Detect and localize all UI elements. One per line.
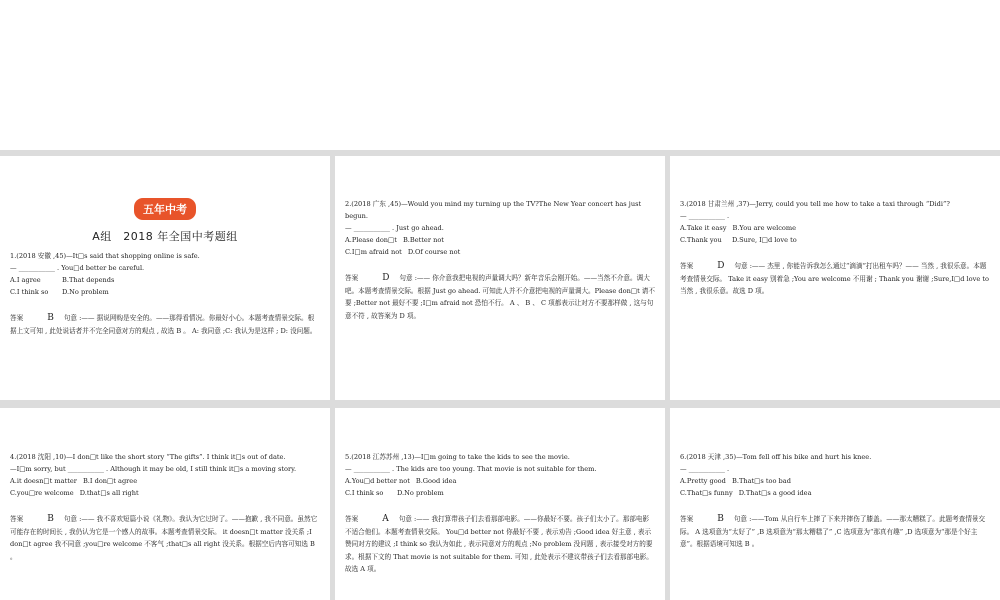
option-d: D.Sure, I□d love to bbox=[732, 236, 797, 244]
answer-letter: A bbox=[382, 514, 389, 524]
answer-label: 答案 bbox=[345, 515, 359, 523]
options-row bbox=[345, 246, 655, 258]
option-c: C.I□m afraid not bbox=[345, 248, 402, 256]
answer-label: 答案 bbox=[680, 515, 694, 523]
answer-letter: D bbox=[717, 261, 725, 271]
options-row bbox=[345, 234, 655, 246]
options-row bbox=[10, 475, 320, 487]
badge-wrap bbox=[10, 198, 320, 220]
answer-explanation: 句意 :—— 据说网购是安全的。——那得看情况。你最好小心。本题考查情景交际。根据上文可知 , 此处说话者并不完全同意对方的观点 , 故选 B 。 A: 我同意 ;C: 我认为是这样 ; D: 没问题。 bbox=[10, 314, 317, 335]
slide-panel-1[interactable] bbox=[0, 156, 330, 400]
top-blank-area bbox=[0, 0, 1000, 150]
option-a: A.Pretty good bbox=[680, 477, 726, 485]
answer-label: 答案 bbox=[345, 274, 359, 282]
section-badge: 五年中考 bbox=[134, 198, 196, 220]
options-row bbox=[10, 274, 320, 286]
answer-explanation: 句意 :—— 我打算带孩子们去看那部电影。——你最好不要。孩子们太小了。那部电影不适合他们。本题考查情景交际。 You□d better not 你最好不要 , 表示劝告 ;Good idea 好主意 , 表示赞同对方的建议 ;I think so 我认为如此 , 表示同意对方的观点 ;No problem 没问题 , 表示接受对方的要求。根据下文的 That movie is not suitable for them. 可知 , 此处表示不建议带孩子们去看那部电影。故选 A 项。 bbox=[345, 515, 653, 573]
option-d: D.that□s all right bbox=[79, 489, 139, 497]
question-blank-line: — ___________ . bbox=[680, 465, 730, 473]
answer-explanation: 句意 :—— 我不喜欢短篇小说《礼物》。我认为它过时了。——抱歉 , 我不同意。虽然它可能存在的时间长 , 我仍认为它是一个感人的故事。本题考查情景交际。 it doesn□t matter 没关系 ;I don□t agree 我不同意 ;you□re welcome 不客气 ;that□s all right 没关系。根据空后内容可知选 B 。 bbox=[10, 515, 318, 561]
option-b: B.That depends bbox=[62, 276, 115, 284]
slide-panel-3[interactable] bbox=[670, 156, 1000, 400]
question-stem: 1.(2018 安徽 ,45)—It□s said that shopping online is safe. bbox=[10, 252, 200, 260]
option-c: C.I think so bbox=[345, 489, 384, 497]
option-a: A.I agree bbox=[10, 276, 41, 284]
slide-panel-6[interactable] bbox=[670, 408, 1000, 600]
answer-letter: B bbox=[717, 514, 724, 524]
options-row bbox=[10, 286, 320, 298]
option-b: B.I don□t agree bbox=[82, 477, 138, 485]
question-stem: 3.(2018 甘肃兰州 ,37)—Jerry, could you tell me how to take a taxi through “Didi”? bbox=[680, 200, 950, 208]
answer-block bbox=[345, 513, 655, 576]
slide-panel-4[interactable] bbox=[0, 408, 330, 600]
option-b: B.You are welcome bbox=[732, 224, 797, 232]
option-d: D.No problem bbox=[397, 489, 444, 497]
option-b: B.Good idea bbox=[415, 477, 457, 485]
question-stem: 2.(2018 广东 ,45)—Would you mind my turning up the TV?The New Year concert has just begun. bbox=[345, 200, 642, 220]
option-c: C.Thank you bbox=[680, 236, 722, 244]
answer-explanation: 句意 :—— 你介意我把电视的声量调大吗？新年音乐会刚开始。——当然不介意。调大吧。本题考查情景交际。根据 Just go ahead. 可知此人并不介意把电视的声量调大。Please don□t 请不要 ;Better not 最好不要 ;I□m afraid not 恐怕不行。 A 、 B 、 C 项都表示让对方不要那样做 , 这与句意不符 , 故答案为 D 项。 bbox=[345, 274, 655, 320]
answer-letter: B bbox=[47, 313, 54, 323]
answer-letter: D bbox=[382, 273, 390, 283]
question-blank-line: — ___________ . Just go ahead. bbox=[345, 224, 444, 232]
question-blank-line: — ___________ . The kids are too young. That movie is not suitable for them. bbox=[345, 465, 597, 473]
slide-panel-5[interactable] bbox=[335, 408, 665, 600]
slide-panel-2[interactable] bbox=[335, 156, 665, 400]
option-a: A.it doesn□t matter bbox=[10, 477, 77, 485]
option-b: B.Better not bbox=[402, 236, 444, 244]
option-a: A.You□d better not bbox=[345, 477, 410, 485]
options-row bbox=[680, 487, 990, 499]
answer-explanation: 句意 :——Tom 从自行车上摔了下来并摔伤了膝盖。——那太糟糕了。此题考查情景交际。 A 选项意为“太好了” ,B 选项意为“那太糟糕了” ,C 选项意为“那真有趣” ,D 选项意为“那是个好主意”。根据语境可知选 B 。 bbox=[680, 515, 986, 548]
options-row bbox=[345, 487, 655, 499]
options-row bbox=[680, 475, 990, 487]
question-blank-line: — ___________ . You□d better be careful. bbox=[10, 264, 145, 272]
question-blank-line: — ___________ . bbox=[680, 212, 730, 220]
question-stem: 6.(2018 天津 ,35)—Tom fell off his bike and hurt his knee. bbox=[680, 453, 872, 461]
option-a: A.Take it easy bbox=[680, 224, 727, 232]
options-row bbox=[10, 487, 320, 499]
answer-label: 答案 bbox=[10, 314, 24, 322]
options-row bbox=[680, 222, 990, 234]
option-c: C.That□s funny bbox=[680, 489, 733, 497]
options-row bbox=[680, 234, 990, 246]
divider-band-2 bbox=[0, 400, 1000, 408]
answer-label: 答案 bbox=[10, 515, 24, 523]
option-d: D.That□s a good idea bbox=[738, 489, 812, 497]
answer-block bbox=[680, 260, 990, 298]
answer-block bbox=[10, 513, 320, 563]
option-c: C.you□re welcome bbox=[10, 489, 74, 497]
group-title: A组 2018 年全国中考题组 bbox=[92, 230, 238, 243]
option-c: C.I think so bbox=[10, 288, 49, 296]
option-b: B.That□s too bad bbox=[732, 477, 791, 485]
question-stem: 4.(2018 沈阳 ,10)—I don□t like the short story “The gifts”. I think it□s out of date. bbox=[10, 453, 286, 461]
answer-block bbox=[10, 312, 320, 337]
options-row bbox=[345, 475, 655, 487]
question-blank-line: —I□m sorry, but ___________ . Although it may be old, I still think it□s a moving story. bbox=[10, 465, 297, 473]
question-stem: 5.(2018 江苏苏州 ,13)—I□m going to take the kids to see the movie. bbox=[345, 453, 570, 461]
option-d: D.Of course not bbox=[407, 248, 461, 256]
answer-block bbox=[345, 272, 655, 322]
answer-letter: B bbox=[47, 514, 54, 524]
answer-explanation: 句意 :—— 杰里 , 你能告诉我怎么通过“滴滴”打出租车吗？—— 当然 , 我很乐意。本题考查情景交际。 Take it easy 别着急 ;You are welcome 不用谢 ; Thank you 谢谢 ;Sure,I□d love to 当然 , 我很乐意。故选 D 项。 bbox=[680, 262, 989, 295]
answer-label: 答案 bbox=[680, 262, 694, 270]
option-d: D.No problem bbox=[62, 288, 109, 296]
answer-block bbox=[680, 513, 990, 551]
option-a: A.Please don□t bbox=[345, 236, 397, 244]
